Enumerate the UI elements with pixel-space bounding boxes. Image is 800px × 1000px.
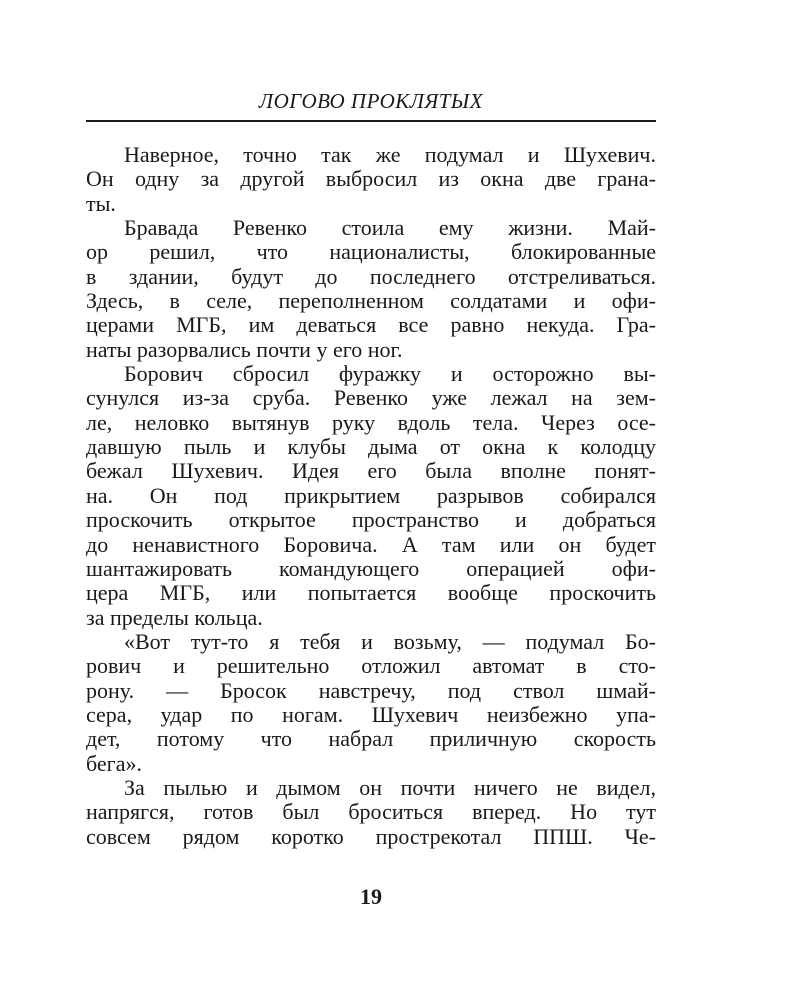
running-head: ЛОГОВО ПРОКЛЯТЫХ <box>258 89 484 113</box>
text-line: ты. <box>86 191 116 216</box>
text-line: Он одну за другой выбросил из окна две грана- <box>86 167 656 192</box>
body-text <box>86 143 656 849</box>
text-line: шантажировать командующего операцией офи- <box>86 556 656 581</box>
text-line: рович и решительно отложил автомат в сто- <box>86 654 656 679</box>
text-line: бежал Шухевич. Идея его была вполне понят- <box>86 459 656 484</box>
text-line: наты разорвались почти у его ног. <box>86 337 403 362</box>
text-line: церами МГБ, им деваться все равно некуда. Гра- <box>86 313 656 338</box>
text-line: ле, неловко вытянув руку вдоль тела. Через осе- <box>86 410 656 435</box>
text-line: напрягся, готов был броситься вперед. Но тут <box>86 800 656 825</box>
text-line: давшую пыль и клубы дыма от окна к колодцу <box>86 435 656 460</box>
text-line: проскочить открытое пространство и добраться <box>86 508 656 533</box>
text-line: Борович сбросил фуражку и осторожно вы- <box>124 362 656 387</box>
page-number: 19 <box>360 884 382 909</box>
text-line: на. Он под прикрытием разрывов собирался <box>86 483 656 508</box>
header-rule <box>86 120 656 122</box>
text-line: рону. — Бросок навстречу, под ствол шмай- <box>86 678 656 703</box>
text-line: дет, потому что набрал приличную скорость <box>86 727 656 752</box>
text-line: в здании, будут до последнего отстреливаться. <box>86 264 656 289</box>
text-line: сунулся из-за сруба. Ревенко уже лежал на зем- <box>86 386 656 411</box>
text-line: Бравада Ревенко стоила ему жизни. Май- <box>124 216 656 241</box>
text-line: За пылью и дымом он почти ничего не видел, <box>124 775 656 800</box>
text-line: сера, удар по ногам. Шухевич неизбежно упа- <box>86 702 656 727</box>
text-line: Здесь, в селе, переполненном солдатами и офи- <box>86 289 656 314</box>
text-line: Наверное, точно так же подумал и Шухевич. <box>124 143 656 167</box>
text-line: «Вот тут-то я тебя и возьму, — подумал Бо- <box>124 629 656 654</box>
text-line: бега». <box>86 751 142 776</box>
text-line: за пределы кольца. <box>86 605 263 630</box>
text-line: совсем рядом коротко прострекотал ППШ. Че- <box>86 824 656 849</box>
text-line: цера МГБ, или попытается вообще проскочить <box>86 581 656 606</box>
text-line: ор решил, что националисты, блокированные <box>86 240 656 265</box>
text-line: до ненавистного Боровича. А там или он будет <box>86 532 656 557</box>
